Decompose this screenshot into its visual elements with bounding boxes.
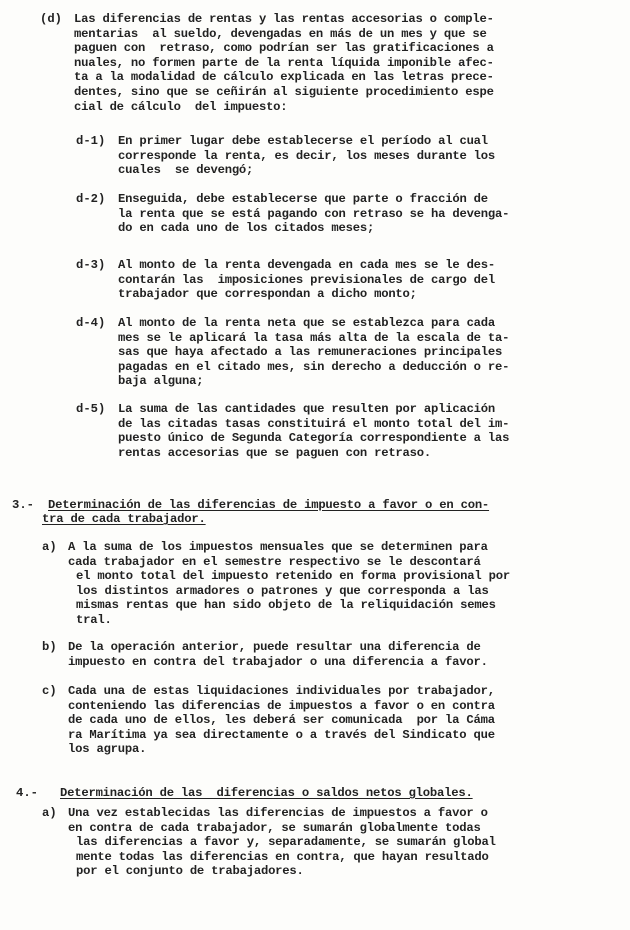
section-3-number: 3.- — [12, 498, 34, 512]
text-line: los agrupa. — [68, 742, 147, 757]
text-line: En primer lugar debe establecerse el período al cual — [118, 134, 488, 148]
text-line: do en cada uno de los citados meses; — [118, 221, 375, 236]
item-d1-label: d-1) — [76, 134, 106, 148]
item-3c-paragraph — [68, 684, 495, 757]
item-3b-paragraph — [68, 640, 488, 669]
item-d5-label: d-5) — [76, 402, 106, 416]
text-line: impuesto en contra del trabajador o una diferencia a favor. — [68, 654, 488, 669]
text-line: De la operación anterior, puede resultar una diferencia de — [68, 640, 481, 654]
heading-line: tra de cada trabajador. — [42, 512, 206, 526]
text-line: Una vez establecidas las diferencias de impuestos a favor o — [68, 806, 488, 820]
item-3a-paragraph — [68, 540, 488, 569]
heading-line: Determinación de las diferencias o saldos netos globales. — [60, 786, 473, 800]
section-d-paragraph — [74, 12, 494, 114]
text-line: de las citadas tasas constituirá el monto total del im- — [118, 416, 510, 431]
section-3-heading-cont — [42, 512, 206, 527]
text-line: Al monto de la renta neta que se establezca para cada — [118, 316, 496, 330]
text-line: ra Marítima ya sea directamente o a través del Sindicato que — [68, 727, 495, 742]
item-3b-label: b) — [42, 640, 57, 654]
text-line: Las diferencias de rentas y las rentas accesorias o comple- — [74, 12, 494, 26]
text-line: Cada una de estas liquidaciones individuales por trabajador, — [68, 684, 495, 698]
text-line: el monto total del impuesto retenido en forma provisional por — [76, 569, 510, 583]
text-line: Enseguida, debe establecerse que parte o fracción de — [118, 192, 488, 206]
text-line: sas que haya afectado a las remuneraciones principales — [118, 345, 503, 360]
text-line: tral. — [76, 612, 112, 627]
text-line: cial de cálculo del impuesto: — [74, 99, 288, 114]
text-line: conteniendo las diferencias de impuestos a favor o en contra — [68, 698, 495, 713]
text-line: A la suma de los impuestos mensuales que se determinen para — [68, 540, 488, 554]
item-d4-paragraph — [118, 316, 509, 389]
text-line: cuales se devengó; — [118, 163, 254, 178]
item-3c-label: c) — [42, 684, 57, 698]
text-line: la renta que se está pagando con retraso se ha devenga- — [118, 206, 510, 221]
text-line: mes se le aplicará la tasa más alta de la escala de ta- — [118, 330, 510, 345]
item-3a-paragraph-cont — [76, 569, 510, 627]
text-line: ta a la modalidad de cálculo explicada en las letras prece- — [74, 70, 494, 85]
text-line: mente todas las diferencias en contra, que hayan resultado — [76, 849, 489, 864]
item-d4-label: d-4) — [76, 316, 106, 330]
text-line: puesto único de Segunda Categoría correspondiente a las — [118, 431, 510, 446]
item-4a-paragraph-cont — [76, 835, 496, 879]
section-3-heading — [48, 498, 489, 513]
text-line: de cada uno de ellos, les deberá ser comunicada por la Cáma — [68, 713, 495, 728]
item-d3-paragraph — [118, 258, 495, 302]
text-line: contarán las imposiciones previsionales de cargo del — [118, 272, 496, 287]
item-d5-paragraph — [118, 402, 509, 460]
text-line: por el conjunto de trabajadores. — [76, 864, 304, 879]
item-4a-paragraph — [68, 806, 488, 835]
text-line: en contra de cada trabajador, se sumarán globalmente todas — [68, 820, 481, 835]
text-line: rentas accesorias que se paguen con retraso. — [118, 445, 432, 460]
heading-line: Determinación de las diferencias de impuesto a favor o en con- — [48, 498, 490, 512]
text-line: baja alguna; — [118, 374, 204, 389]
section-d-label: (d) — [40, 12, 62, 26]
text-line: paguen con retraso, como podrían ser las gratificaciones a — [74, 41, 494, 56]
text-line: las diferencias a favor y, separadamente, se sumarán global — [76, 835, 496, 849]
text-line: mismas rentas que han sido objeto de la reliquidación semes — [76, 598, 496, 613]
text-line: cada trabajador en el semestre respectivo se le descontará — [68, 554, 481, 569]
text-line: dentes, sino que se ceñirán al siguiente procedimiento espe — [74, 84, 494, 99]
item-4a-label: a) — [42, 806, 57, 820]
item-d2-label: d-2) — [76, 192, 106, 206]
item-d2-paragraph — [118, 192, 509, 236]
section-4-number: 4.- — [16, 786, 38, 800]
item-3a-label: a) — [42, 540, 57, 554]
text-line: los distintos armadores o patrones y que corresponda a las — [76, 583, 489, 598]
text-line: mentarias al sueldo, devengadas en más de un mes y que se — [74, 26, 487, 41]
text-line: Al monto de la renta devengada en cada mes se le des- — [118, 258, 496, 272]
text-line: corresponde la renta, es decir, los meses durante los — [118, 148, 496, 163]
text-line: pagadas en el citado mes, sin derecho a deducción o re- — [118, 359, 510, 374]
text-line: nuales, no formen parte de la renta líquida imponible afec- — [74, 55, 494, 70]
text-line: trabajador que correspondan a dicho monto; — [118, 287, 417, 302]
item-d3-label: d-3) — [76, 258, 106, 272]
text-line: La suma de las cantidades que resulten por aplicación — [118, 402, 496, 416]
item-d1-paragraph — [118, 134, 495, 178]
section-4-heading — [60, 786, 473, 801]
